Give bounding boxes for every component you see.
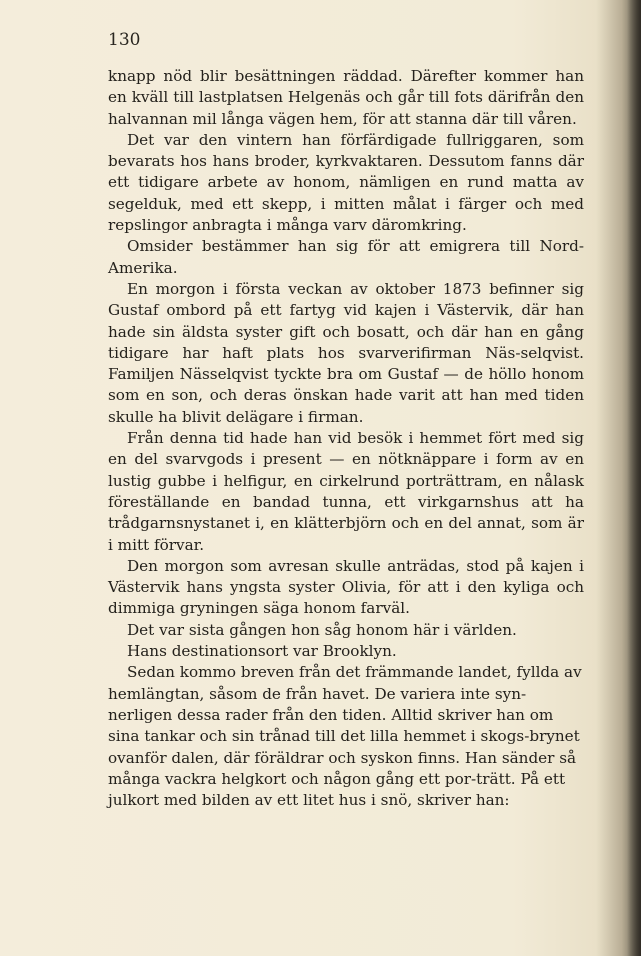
paragraph-9: Sedan kommo breven från det främmande landet, fyllda av hemlängtan, såsom de från havet. De variera inte syn-nerligen dessa rader från den tiden. Alltid skriver han om sina tankar och sin trånad till det lilla hemmet i skogs-brynet ovanför dalen, där föräldrar och syskon finns. Han sänder så många vackra helgkort och någon gång ett por-trätt. På ett julkort med bilden av ett litet hus i snö, skriver han: <box>108 663 582 810</box>
paragraph-5: Från denna tid hade han vid besök i hemmet fört med sig en del svarvgods i present — en nötknäppare i form av en lustig gubbe i helfigur, en cirkelrund porträttram, en nålask föreställande en bandad tunna, ett virkgarnshus att ha trådgarnsnystanet i, en klätterbjörn och en del annat, som är i mitt förvar. <box>108 429 584 554</box>
paragraph-6: Den morgon som avresan skulle anträdas, stod på kajen i Västervik hans yngsta syster Olivia, för att i den kyliga och dimmiga gryningen säga honom farväl. <box>108 556 584 618</box>
paragraph-7: Det var sista gången hon såg honom här i världen. <box>127 620 517 639</box>
paragraph-3: Omsider bestämmer han sig för att emigrera till Nord-Amerika. <box>108 237 584 277</box>
page-edge-shadow <box>627 0 641 956</box>
paragraph-4: En morgon i första veckan av oktober 1873 befinner sig Gustaf ombord på ett fartyg vid kajen i Västervik, där han hade sin äldsta syster gift och bosatt, och där han en gång tidigare har haft plats hos svarverifirman Näs-selqvist. Familjen Nässelqvist tyckte bra om Gustaf — de höllo honom som en son, och deras önskan hade varit att han med tiden skulle ha blivit delägare i firman. <box>108 279 584 426</box>
body-text <box>108 66 584 811</box>
paragraph-2: Det var den vintern han förfärdigade fullriggaren, som bevarats hos hans broder, kyrkvaktaren. Dessutom fanns där ett tidigare arbete av honom, nämligen en rund matta av segelduk, med ett skepp, i mitten målat i färger och med repslingor anbragta i många varv däromkring. <box>108 130 584 235</box>
page-number: 130 <box>108 30 141 50</box>
paragraph-1: knapp nöd blir besättningen räddad. Därefter kommer han en kväll till lastplatsen Helgenäs och går till fots därifrån den halvannan mil långa vägen hem, för att stanna där till våren. <box>108 67 584 128</box>
paragraph-8: Hans destinationsort var Brooklyn. <box>127 642 397 661</box>
